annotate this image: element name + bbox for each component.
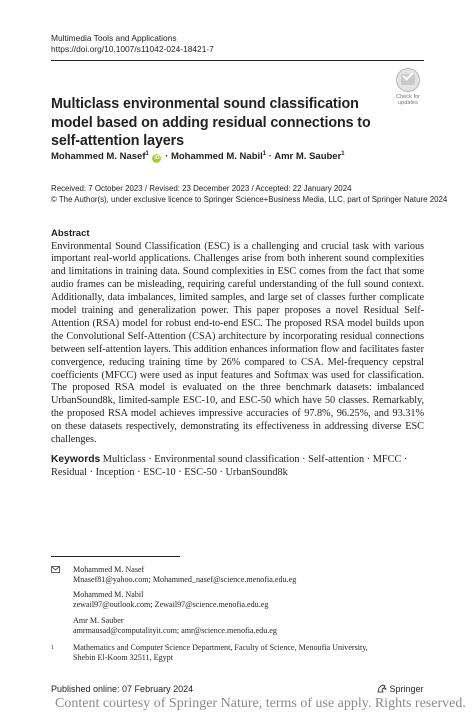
journal-name: Multimedia Tools and Applications [51, 33, 177, 43]
affiliation-number: 1 [51, 645, 54, 651]
article-dates [51, 183, 447, 205]
springer-horse-icon [377, 684, 387, 693]
contact-emails[interactable]: zewail97@outlook.com; Zewail97@science.menofia.edu.eg [73, 600, 269, 609]
check-for-updates-badge[interactable] [391, 68, 425, 108]
author-affil-number: 1 [262, 151, 267, 157]
author-separator: · [268, 151, 272, 162]
affiliation-line1: Mathematics and Computer Science Department, Faculty of Science, Menoufia University, [73, 643, 368, 652]
affiliation [73, 643, 368, 663]
check-updates-line2: updates [398, 100, 418, 107]
abstract-text: Environmental Sound Classification (ESC) is a challenging and crucial task with various important real-world applications. Challenges arise from both inherent sound complexities and limitations in training data. Sound complexities in ESC comes from the fact that some audio frames can be misleading, requiring careful understanding of the full sound context. Additionally, data imbalances, limited samples, and large set of classes further complicate model training and generalization power. This paper proposes a novel Residual Self-Attention (RSA) model for robust end-to-end ESC. The proposed RSA model builds upon the Convolutional Self-Attention (CSA) architecture by incorporating residual connections between self-attention layers. This addition enhances information flow and facilitates faster convergence, reducing training time by 26% compared to CSA. Mel-frequency cepstral coefficients (MFCC) were used as input features and Softmax was used for classification. The proposed RSA model is evaluated on the three benchmark datasets: imbalanced UrbanSound8k, limited-sample ESC-10, and ESC-50 which have 50 classes. Remarkably, the proposed RSA model achieves impressive accuracies of 97.8%, 96.25%, and 93.31% on these datasets respectively, demonstrating its effectiveness in addressing diverse ESC challenges. [51, 240, 424, 446]
footnote-rule [51, 556, 180, 557]
contact-name: Mohammed M. Nabil [73, 590, 144, 599]
article-title: Multiclass environmental sound classification model based on adding residual connections to self-attention layers [51, 96, 371, 150]
orcid-icon[interactable]: iD [154, 155, 160, 161]
affiliation-line2: Shebin El-Koom 32511, Egypt [73, 653, 173, 662]
keywords-text: Multiclass · Environmental sound classification · Self-attention · MFCC · Residual · Inception · ESC-10 · ESC-50 · UrbanSound8k [51, 454, 408, 478]
author-name[interactable]: Mohammed M. Nasef [51, 151, 146, 162]
keywords-label: Keywords [51, 454, 101, 465]
header-rule [51, 60, 424, 61]
author-affil-number: 1 [145, 151, 149, 157]
journal-header [51, 33, 214, 55]
contact-name: Amr M. Sauber [73, 616, 124, 625]
published-online: Published online: 07 February 2024 [51, 684, 194, 694]
check-updates-line1: Check for [396, 94, 420, 100]
author-affil-number: 1 [341, 151, 345, 157]
author-name[interactable]: Mohammed M. Nabil [170, 151, 263, 162]
contact-emails[interactable]: Mnasef81@yahoo.com; Mohammed_nasef@science.menofia.edu.eg [73, 575, 297, 584]
courtesy-watermark: Content courtesy of Springer Nature, terms of use apply. Rights reserved. [55, 696, 466, 711]
author-separator: · [165, 151, 169, 162]
author-list [51, 148, 345, 163]
contact-emails[interactable]: amrmausad@computalityit.com; amr@science.menofia.edu.eg [73, 626, 277, 635]
doi-link[interactable]: https://doi.org/10.1007/s11042-024-18421-7 [51, 44, 214, 54]
contact-name: Mohammed M. Nasef [73, 565, 145, 574]
keywords [51, 453, 424, 479]
contact-block [73, 616, 277, 636]
copyright-line: © The Author(s), under exclusive licence to Springer Science+Business Media, LLC, part of Springer Nature 2024 [51, 195, 448, 204]
publisher-logo[interactable] [377, 684, 424, 694]
check-updates-icon [396, 68, 420, 92]
article-history: Received: 7 October 2023 / Revised: 23 December 2023 / Accepted: 22 January 2024 [51, 184, 352, 193]
envelope-icon [51, 566, 60, 573]
contact-block [73, 565, 296, 585]
author-name[interactable]: Amr M. Sauber [274, 151, 342, 162]
contact-block [73, 590, 268, 610]
publisher-name: Springer [389, 684, 424, 694]
abstract-heading: Abstract [51, 228, 90, 239]
